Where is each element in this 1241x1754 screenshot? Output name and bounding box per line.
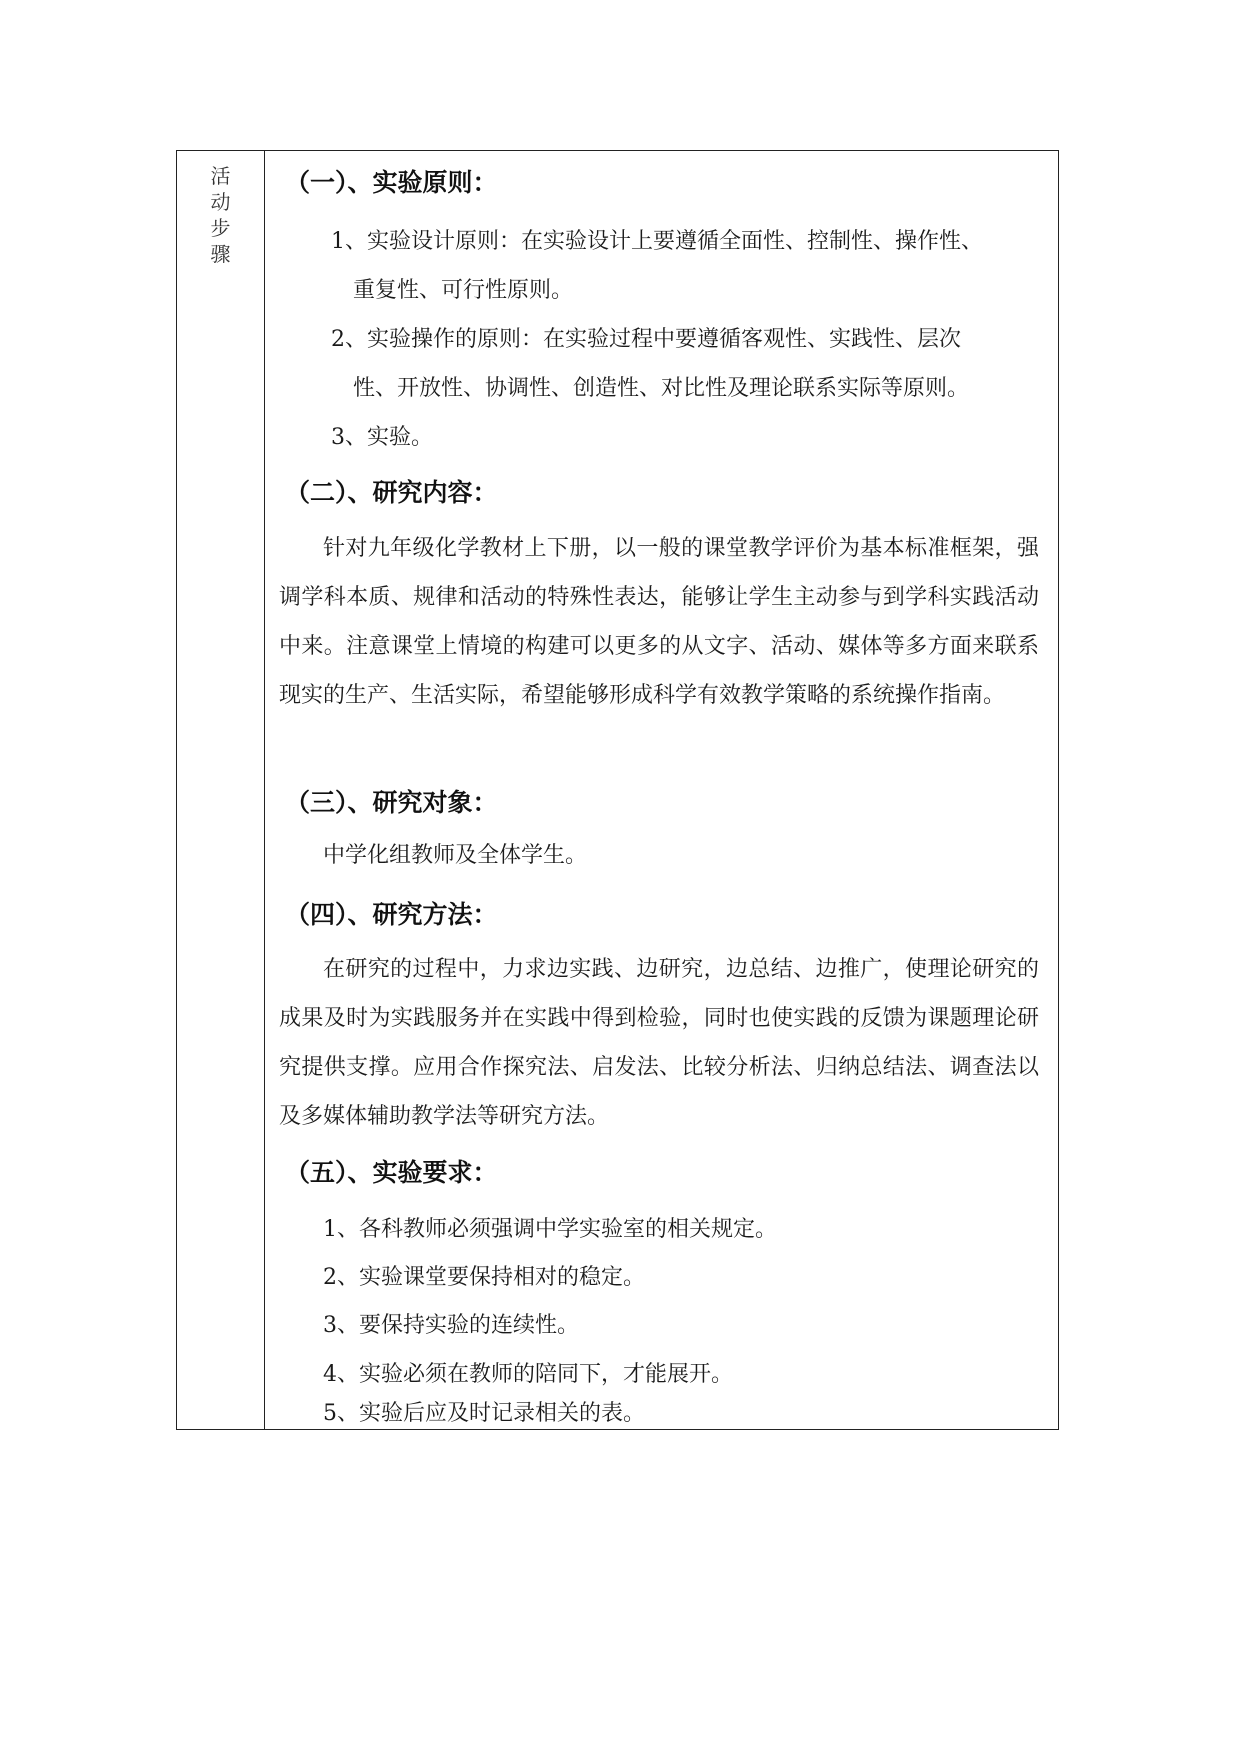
principle-item-1-line-1: 1、实验设计原则：在实验设计上要遵循全面性、控制性、操作性、 <box>331 229 983 254</box>
principle-item-3: 3、实验。 <box>331 425 433 450</box>
principle-item-2-line-1: 2、实验操作的原则：在实验过程中要遵循客观性、实践性、层次 <box>331 327 961 352</box>
table-label-cell <box>177 151 265 1429</box>
table-label: 活动步骤 <box>210 164 231 266</box>
principle-item-2-line-2: 性、开放性、协调性、创造性、对比性及理论联系实际等原则。 <box>353 376 970 401</box>
requirement-item-1: 1、各科教师必须强调中学实验室的相关规定。 <box>323 1217 777 1242</box>
requirement-item-5: 5、实验后应及时记录相关的表。 <box>323 1401 645 1426</box>
section-heading-principles: （一）、实验原则： <box>285 168 498 197</box>
requirement-item-4: 4、实验必须在教师的陪同下，才能展开。 <box>323 1362 733 1387</box>
activity-table <box>176 150 1059 1430</box>
section-heading-content: （二）、研究内容： <box>285 478 498 507</box>
requirement-item-2: 2、实验课堂要保持相对的稳定。 <box>323 1265 645 1290</box>
table-content-cell <box>265 151 1058 1429</box>
section-heading-requirements: （五）、实验要求： <box>285 1158 498 1187</box>
research-methods-paragraph: 在研究的过程中，力求边实践、边研究，边总结、边推广，使理论研究的成果及时为实践服务并在实践中得到检验，同时也使实践的反馈为课题理论研究提供支撑。应用合作探究法、启发法、比较分析法、归纳总结法、调查法以及多媒体辅助教学法等研究方法。 <box>279 957 1039 1129</box>
research-content-paragraph: 针对九年级化学教材上下册，以一般的课堂教学评价为基本标准框架，强调学科本质、规律和活动的特殊性表达，能够让学生主动参与到学科实践活动中来。注意课堂上情境的构建可以更多的从文字、活动、媒体等多方面来联系现实的生产、生活实际，希望能够形成科学有效教学策略的系统操作指南。 <box>279 536 1039 708</box>
principle-item-1-line-2: 重复性、可行性原则。 <box>353 278 574 303</box>
requirement-item-3: 3、要保持实验的连续性。 <box>323 1313 579 1338</box>
section-heading-subjects: （三）、研究对象： <box>285 788 498 817</box>
section-heading-methods: （四）、研究方法： <box>285 900 498 929</box>
research-subjects-paragraph: 中学化组教师及全体学生。 <box>323 843 588 868</box>
